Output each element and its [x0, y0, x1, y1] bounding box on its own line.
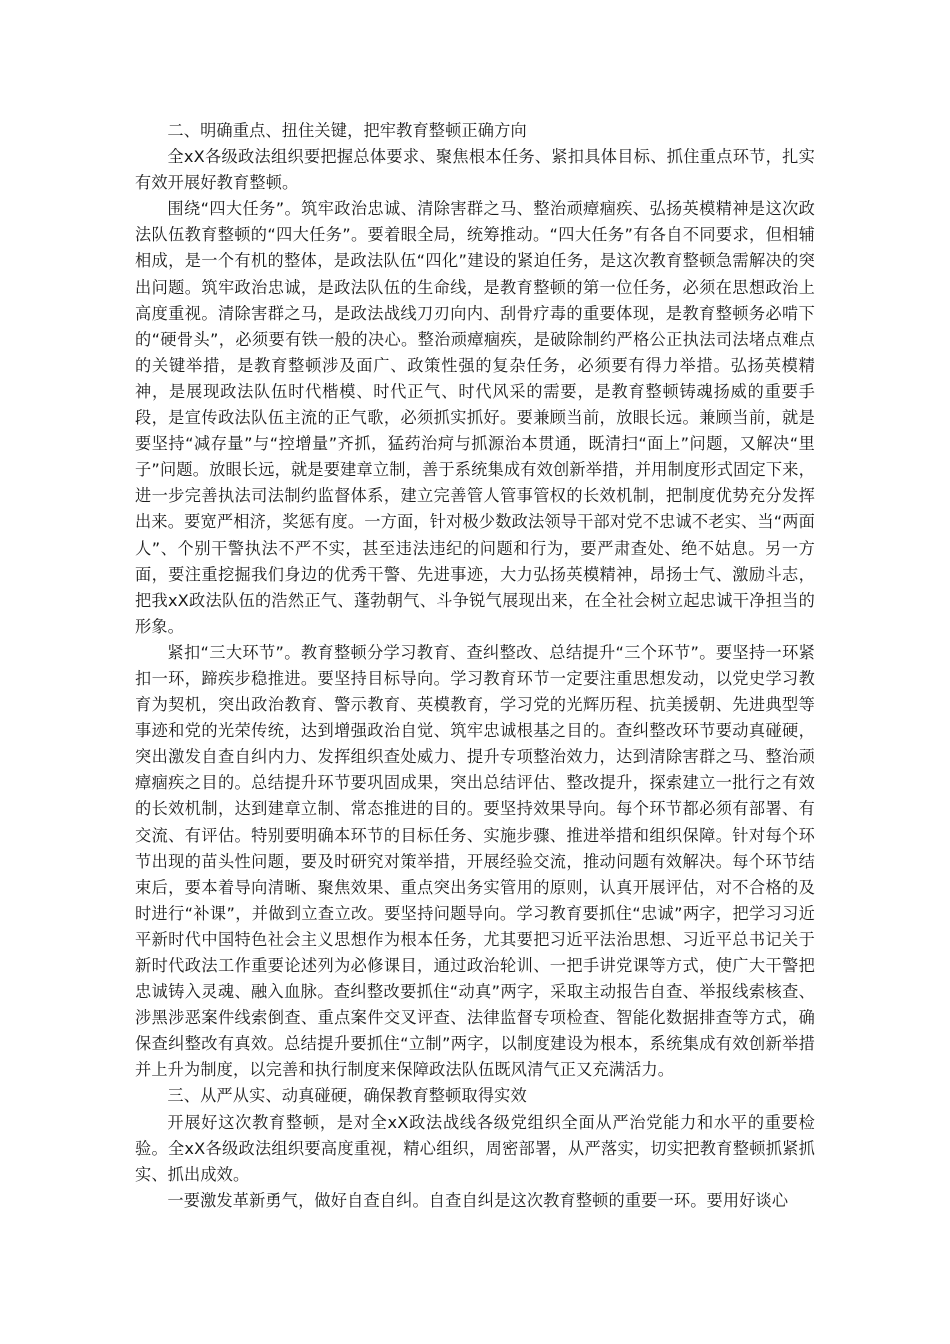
paragraph-three-links: 紧扣“三大环节”。教育整顿分学习教育、查纠整改、总结提升“三个环节”。要坚持一环紧扣一环，蹄疾步稳推进。要坚持目标导向。学习教育环节一定要注重思想发动，以党史学习教育为契机，突出政治教育、警示教育、英模教育，学习党的光辉历程、抗美援朝、先进典型等事迹和党的光荣传统，达到增强政治自觉、筑牢忠诚根基之目的。查纠整改环节要动真碰硬，突出激发自查自纠内力、发挥组织查处威力、提升专项整治效力，达到清除害群之马、整治顽瘴痼疾之目的。总结提升环节要巩固成果，突出总结评估、整改提升，探索建立一批行之有效的长效机制，达到建章立制、常态推进的目的。要坚持效果导向。每个环节都必须有部署、有交流、有评估。特别要明确本环节的目标任务、实施步骤、推进举措和组织保障。针对每个环节出现的苗头性问题，要及时研究对策举措，开展经验交流，推动问题有效解决。每个环节结束后，要本着导向清晰、聚焦效果、重点突出务实管用的原则，认真开展评估，对不合格的及时进行“补课”，并做到立查立改。要坚持问题导向。学习教育要抓住“忠诚”两字，把学习习近平新时代中国特色社会主义思想作为根本任务，尤其要把习近平法治思想、习近平总书记关于新时代政法工作重要论述列为必修课目，通过政治轮训、一把手讲党课等方式，使广大干警把忠诚铸入灵魂、融入血脉。查纠整改要抓住“动真”两字，采取主动报告自查、举报线索核查、涉黑涉恶案件线索倒查、重点案件交叉评查、法律监督专项检查、智能化数据排查等方式，确保查纠整改有真效。总结提升要抓住“立制”两字，以制度建设为根本，系统集成有效创新举措并上升为制度，以完善和执行制度来保障政法队伍既风清气正又充满活力。	[135, 642, 815, 1080]
section-heading-3: 三、从严从实、动真碰硬，确保教育整顿取得实效	[167, 1086, 527, 1106]
document-page	[135, 118, 815, 1214]
paragraph-intro-2: 全xX各级政法组织要把握总体要求、聚焦根本任务、紧扣具体目标、抓住重点环节，扎实有效开展好教育整顿。	[135, 147, 815, 193]
paragraph-four-tasks: 围绕“四大任务”。筑牢政治忠诚、清除害群之马、整治顽瘴痼疾、弘扬英模精神是这次政法队伍教育整顿的“四大任务”。要着眼全局，统筹推动。“四大任务”有各自不同要求，但相辅相成，是一个有机的整体，是政法队伍“四化”建设的紧迫任务，是这次教育整顿急需解决的突出问题。筑牢政治忠诚，是政法队伍的生命线，是教育整顿的第一位任务，必须在思想政治上高度重视。清除害群之马，是政法战线刀刃向内、刮骨疗毒的重要体现，是教育整顿务必啃下的“硬骨头”，必须要有铁一般的决心。整治顽瘴痼疾，是破除制约严格公正执法司法堵点难点的关键举措，是教育整顿涉及面广、政策性强的复杂任务，必须要有得力举措。弘扬英模精神，是展现政法队伍时代楷模、时代正气、时代风采的需要，是教育整顿铸魂扬威的重要手段，是宣传政法队伍主流的正气歌，必须抓实抓好。要兼顾当前，放眼长远。兼顾当前，就是要坚持“减存量”与“控增量”齐抓，猛药治疴与抓源治本贯通，既清扫“面上”问题，又解决“里子”问题。放眼长远，就是要建章立制，善于系统集成有效创新举措，并用制度形式固定下来，进一步完善执法司法制约监督体系，建立完善管人管事管权的长效机制，把制度优势充分发挥出来。要宽严相济，奖惩有度。一方面，针对极少数政法领导干部对党不忠诚不老实、当“两面人”、个别干警执法不严不实，甚至违法违纪的问题和行为，要严肃查处、绝不姑息。另一方面，要注重挖掘我们身边的优秀干警、先进事迹，大力弘扬英模精神，昂扬士气、激励斗志，把我xX政法队伍的浩然正气、蓬勃朝气、斗争锐气展现出来，在全社会树立起忠诚干净担当的形象。	[135, 199, 815, 636]
paragraph-intro-3: 开展好这次教育整顿，是对全xX政法战线各级党组织全面从严治党能力和水平的重要检验。全xX各级政法组织要高度重视，精心组织，周密部署，从严落实，切实把教育整顿抓紧抓实、抓出成效。	[135, 1112, 815, 1184]
section-heading-2: 二、明确重点、扭住关键，把牢教育整顿正确方向	[167, 121, 527, 140]
paragraph-self-check: 一要激发革新勇气，做好自查自纠。自查自纠是这次教育整顿的重要一环。要用好谈心	[167, 1190, 789, 1210]
